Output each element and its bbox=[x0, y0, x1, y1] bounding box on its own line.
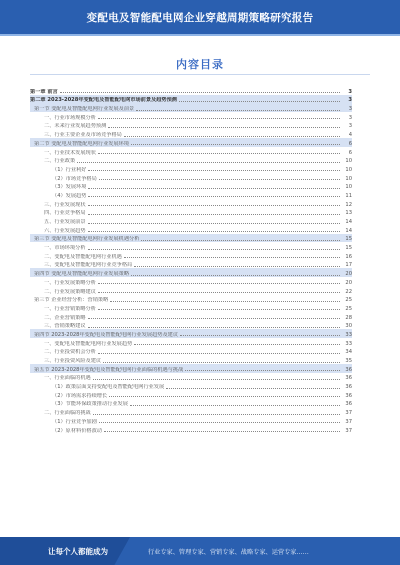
report-title: 变配电及智能配电网企业穿越周期策略研究报告 bbox=[86, 11, 314, 24]
toc-entry[interactable] bbox=[30, 164, 352, 173]
toc-leader-dots bbox=[77, 162, 340, 163]
toc-leader-dots bbox=[60, 92, 340, 93]
toc-entry-page: 20 bbox=[345, 279, 352, 286]
toc-leader-dots bbox=[99, 422, 340, 423]
report-header bbox=[0, 0, 400, 34]
toc-entry-title: 二、行业投资机会分析 bbox=[44, 349, 96, 356]
toc-leader-dots bbox=[93, 379, 340, 380]
toc-leader-dots bbox=[99, 179, 340, 180]
toc-leader-dots bbox=[103, 362, 340, 363]
toc-entry[interactable] bbox=[30, 321, 352, 330]
toc-entry[interactable] bbox=[30, 260, 352, 269]
toc-entry-title: （2）原材料价格波动 bbox=[52, 427, 102, 434]
toc-entry-title: 二、未来行业发展趋势预测 bbox=[44, 123, 107, 130]
toc-entry-title: 第五节 2023-2028年变配电及智能配电网行业面临的机遇与挑战 bbox=[34, 366, 184, 373]
toc-leader-dots bbox=[98, 309, 340, 310]
toc-entry-page: 36 bbox=[345, 401, 352, 408]
toc-entry[interactable] bbox=[30, 86, 352, 95]
toc-entry[interactable] bbox=[30, 286, 352, 295]
toc-leader-dots bbox=[88, 205, 340, 206]
toc-leader-dots bbox=[131, 275, 340, 276]
toc-entry-title: 第一节 变配电及智能配电网行业发展及前景 bbox=[34, 106, 135, 113]
toc-leader-dots bbox=[98, 353, 340, 354]
toc-entry-page: 4 bbox=[348, 132, 352, 139]
toc-entry-title: 六、行业发展趋势 bbox=[44, 227, 86, 234]
toc-entry[interactable] bbox=[30, 312, 352, 321]
toc-leader-dots bbox=[98, 283, 340, 284]
toc-leader-dots bbox=[136, 110, 340, 111]
toc-entry[interactable] bbox=[30, 208, 352, 217]
toc-entry-page: 22 bbox=[345, 288, 352, 295]
toc-entry[interactable] bbox=[30, 103, 352, 112]
toc-entry-page: 3 bbox=[348, 97, 352, 104]
toc-entry-page: 3 bbox=[348, 106, 352, 113]
toc-entry-page: 36 bbox=[345, 375, 352, 382]
toc-entry-page: 33 bbox=[345, 331, 352, 338]
toc-entry-title: 二、行业面临的挑战 bbox=[44, 410, 91, 417]
toc-entry-page: 36 bbox=[345, 366, 352, 373]
footer-banner bbox=[0, 537, 400, 565]
toc-leader-dots bbox=[104, 431, 340, 432]
toc-entry-page: 13 bbox=[345, 210, 352, 217]
footer-brand: 让每个人都能成为 bbox=[48, 547, 108, 556]
toc-entry-page: 15 bbox=[345, 236, 352, 243]
toc-leader-dots bbox=[88, 196, 340, 197]
toc-entry-page: 10 bbox=[345, 158, 352, 165]
toc-entry-title: 二、企业营销策略 bbox=[44, 314, 86, 321]
toc-leader-dots bbox=[110, 301, 340, 302]
toc-entry[interactable] bbox=[30, 329, 352, 338]
toc-entry-page: 33 bbox=[345, 340, 352, 347]
toc-entry-title: （3）节能环保政策推动行业发展 bbox=[52, 401, 128, 408]
toc-entry-title: 三、营销策略建议 bbox=[44, 323, 86, 330]
toc-entry-page: 10 bbox=[345, 166, 352, 173]
toc-entry[interactable] bbox=[30, 95, 352, 104]
toc-entry-page: 34 bbox=[345, 349, 352, 356]
toc-entry-page: 25 bbox=[345, 305, 352, 312]
toc-entry-title: 一、行业市场规模分析 bbox=[44, 114, 96, 121]
toc-entry-page: 14 bbox=[345, 227, 352, 234]
toc-leader-dots bbox=[98, 118, 340, 119]
toc-entry[interactable] bbox=[30, 381, 352, 390]
toc-entry-page: 3 bbox=[348, 88, 352, 95]
toc-entry[interactable] bbox=[30, 173, 352, 182]
toc-entry-page: 10 bbox=[345, 175, 352, 182]
toc-entry[interactable] bbox=[30, 364, 352, 373]
header-divider bbox=[0, 34, 400, 36]
toc-entry-page: 20 bbox=[345, 271, 352, 278]
toc-entry[interactable] bbox=[30, 251, 352, 260]
toc-entry[interactable] bbox=[30, 147, 352, 156]
toc-entry-title: 四、行业竞争格局 bbox=[44, 210, 86, 217]
toc-entry-title: 第四节 2023-2028年变配电及智能配电网行业发展趋势及建议 bbox=[34, 331, 179, 338]
toc-entry-title: 三、行业发展现状 bbox=[44, 201, 86, 208]
toc-entry-title: 第二章 2023-2028年变配电及智能配电网市场前景及趋势预测 bbox=[30, 97, 177, 104]
toc-entry-title: （1）政策层面支持变配电及智能配电网行业发展 bbox=[52, 384, 165, 391]
toc-entry[interactable] bbox=[30, 295, 352, 304]
toc-entry-title: 一、行业营销策略分析 bbox=[44, 305, 96, 312]
toc-entry[interactable] bbox=[30, 242, 352, 251]
toc-leader-dots bbox=[108, 127, 340, 128]
toc-entry-title: 五、行业发展前景 bbox=[44, 219, 86, 225]
toc-entry-page: 35 bbox=[345, 358, 352, 364]
toc-entry-title: 三、变配电及智能配电网行业竞争格局 bbox=[44, 262, 133, 269]
toc-entry[interactable] bbox=[30, 216, 352, 225]
toc-leader-dots bbox=[180, 335, 340, 336]
toc-entry[interactable] bbox=[30, 390, 352, 399]
toc-entry-title: （1）行业利好 bbox=[52, 166, 87, 173]
toc-entry-title: （4）发展趋势 bbox=[52, 192, 87, 199]
toc-entry[interactable] bbox=[30, 234, 352, 243]
toc-entry-page: 16 bbox=[345, 253, 352, 260]
toc-entry-title: （2）市场竞争格局 bbox=[52, 175, 97, 182]
toc-leader-dots bbox=[88, 170, 340, 171]
toc-entry-page: 10 bbox=[345, 184, 352, 191]
toc-entry-page: 37 bbox=[345, 427, 352, 434]
toc-entry[interactable] bbox=[30, 303, 352, 312]
toc-entry-page: 37 bbox=[345, 418, 352, 425]
toc-leader-dots bbox=[124, 136, 340, 137]
toc-entry-title: 三、行业主要企业及市场竞争格局 bbox=[44, 132, 122, 139]
toc-entry-page: 15 bbox=[345, 245, 352, 252]
toc-leader-dots bbox=[130, 405, 340, 406]
toc-entry[interactable] bbox=[30, 416, 352, 425]
toc-leader-dots bbox=[131, 144, 340, 145]
toc-leader-dots bbox=[166, 388, 340, 389]
toc-leader-dots bbox=[88, 231, 340, 232]
toc-entry-title: 三、行业投资风险及建议 bbox=[44, 358, 102, 364]
toc-entry-page: 28 bbox=[345, 314, 352, 321]
toc-entry-page: 36 bbox=[345, 384, 352, 391]
toc-entry-page: 17 bbox=[345, 262, 352, 269]
toc-entry[interactable] bbox=[30, 373, 352, 382]
toc-entry[interactable] bbox=[30, 129, 352, 138]
toc-leader-dots bbox=[98, 292, 340, 293]
toc-entry-page: 11 bbox=[345, 192, 352, 199]
toc-entry[interactable] bbox=[30, 347, 352, 356]
toc-leader-dots bbox=[88, 214, 340, 215]
toc-entry-title: 一、行业技术发展现状 bbox=[44, 149, 96, 156]
table-of-contents bbox=[30, 86, 352, 434]
toc-leader-dots bbox=[109, 396, 340, 397]
toc-leader-dots bbox=[88, 249, 340, 250]
toc-leader-dots bbox=[179, 101, 340, 102]
toc-entry-title: （2）市场需求持续增长 bbox=[52, 392, 108, 399]
toc-entry-page: 14 bbox=[345, 219, 352, 225]
toc-leader-dots bbox=[141, 240, 340, 241]
toc-entry-title: （1）行业竞争加剧 bbox=[52, 418, 97, 425]
toc-entry[interactable] bbox=[30, 138, 352, 147]
toc-entry-title: 一、市场环境分析 bbox=[44, 245, 86, 252]
toc-leader-dots bbox=[124, 257, 340, 258]
toc-entry-page: 36 bbox=[345, 392, 352, 399]
toc-leader-dots bbox=[88, 327, 340, 328]
toc-entry-title: 第二节 变配电及智能配电网行业发展环境 bbox=[34, 140, 130, 147]
toc-entry-page: 3 bbox=[348, 114, 352, 121]
toc-entry-title: 二、行业政策 bbox=[44, 158, 76, 165]
toc-leader-dots bbox=[93, 414, 340, 415]
toc-entry-title: 一、行业面临的机遇 bbox=[44, 375, 91, 382]
toc-leader-dots bbox=[88, 318, 340, 319]
toc-entry-page: 6 bbox=[348, 140, 352, 147]
toc-leader-dots bbox=[88, 223, 340, 224]
toc-entry-page: 3 bbox=[348, 123, 352, 130]
toc-entry-title: 二、行业发展策略建议 bbox=[44, 288, 96, 295]
toc-entry[interactable] bbox=[30, 407, 352, 416]
toc-entry-title: （3）发展环境 bbox=[52, 184, 87, 191]
toc-entry[interactable] bbox=[30, 277, 352, 286]
toc-entry[interactable] bbox=[30, 338, 352, 347]
toc-entry-page: 30 bbox=[345, 323, 352, 330]
footer-tags: 行业专家、管理专家、营销专家、战略专家、运营专家…… bbox=[148, 549, 309, 556]
toc-entry-title: 第三节 企业经营分析：营销策略 bbox=[34, 297, 109, 304]
toc-leader-dots bbox=[134, 344, 340, 345]
toc-entry[interactable] bbox=[30, 182, 352, 191]
toc-entry[interactable] bbox=[30, 199, 352, 208]
toc-entry-title: 第四节 变配电及智能配电网行业发展策略 bbox=[34, 271, 130, 278]
toc-entry[interactable] bbox=[30, 399, 352, 408]
toc-leader-dots bbox=[185, 370, 340, 371]
toc-title-divider bbox=[30, 74, 370, 75]
toc-entry[interactable] bbox=[30, 156, 352, 165]
toc-entry[interactable] bbox=[30, 268, 352, 277]
toc-entry-title: 一、变配电及智能配电网行业发展趋势 bbox=[44, 340, 133, 347]
toc-entry-page: 6 bbox=[348, 149, 352, 156]
toc-entry[interactable] bbox=[30, 190, 352, 199]
toc-entry-title: 第三节 变配电及智能配电网行业发展机遇分析 bbox=[34, 236, 140, 243]
toc-entry[interactable] bbox=[30, 225, 352, 234]
toc-leader-dots bbox=[88, 188, 340, 189]
toc-entry-page: 37 bbox=[345, 410, 352, 417]
toc-entry[interactable] bbox=[30, 355, 352, 364]
toc-entry-title: 第一章 前言 bbox=[30, 88, 58, 95]
toc-entry-title: 一、行业发展策略分析 bbox=[44, 279, 96, 286]
toc-entry[interactable] bbox=[30, 425, 352, 434]
toc-entry[interactable] bbox=[30, 112, 352, 121]
toc-leader-dots bbox=[134, 266, 340, 267]
toc-entry-title: 二、变配电及智能配电网行业机遇 bbox=[44, 253, 122, 260]
toc-entry-page: 25 bbox=[345, 297, 352, 304]
toc-entry-page: 12 bbox=[345, 201, 352, 208]
toc-title: 内容目录 bbox=[176, 58, 224, 71]
toc-entry[interactable] bbox=[30, 121, 352, 130]
toc-leader-dots bbox=[98, 153, 340, 154]
